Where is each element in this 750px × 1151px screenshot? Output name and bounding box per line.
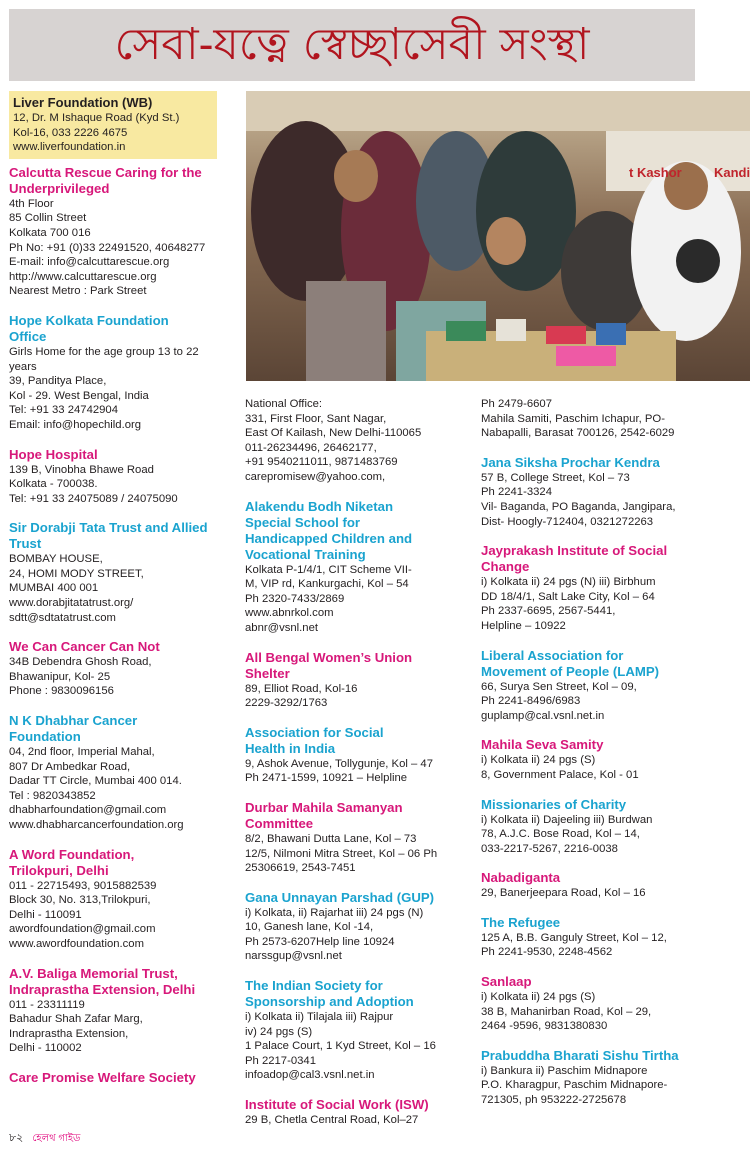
organization-detail: 34B Debendra Ghosh Road, — [9, 656, 152, 669]
organization-detail: Tel: +91 33 24742904 — [9, 404, 118, 417]
organization-name: Health in India — [245, 740, 336, 756]
organization-name: Calcutta Rescue Caring for the — [9, 164, 202, 180]
organization-detail: Kolkata P-1/4/1, CIT Scheme VII- — [245, 563, 412, 576]
organization-detail: 1 Palace Court, 1 Kyd Street, Kol – 16 — [245, 1040, 436, 1053]
organization-detail: Ph 2337-6695, 2567-5441, — [481, 605, 616, 618]
organization-entry — [245, 978, 467, 1083]
organization-entry — [245, 397, 467, 485]
organization-name: Sanlaap — [481, 974, 532, 990]
organization-detail: Nearest Metro : Park Street — [9, 285, 147, 298]
organization-detail: BOMBAY HOUSE, — [9, 553, 103, 566]
organization-detail: Dist- Hoogly-712404, 0321272263 — [481, 515, 654, 528]
col2-entries — [245, 397, 467, 1128]
organization-detail: Bahadur Shah Zafar Marg, — [9, 1013, 143, 1026]
organization-name: Jayprakash Institute of Social — [481, 543, 668, 559]
organization-detail: Block 30, No. 313,Trilokpuri, — [9, 894, 151, 907]
organization-detail: 39, Panditya Place, — [9, 375, 107, 388]
organization-detail: Tel: +91 33 24075089 / 24075090 — [9, 492, 178, 505]
organization-name: Movement of People (LAMP) — [481, 663, 660, 679]
organization-detail: i) Kolkata ii) 24 pgs (N) iii) Birbhum — [481, 576, 656, 589]
page-footer — [9, 1129, 80, 1148]
organization-detail: i) Kolkata ii) 24 pgs (S) — [481, 754, 596, 767]
organization-entry — [9, 639, 231, 699]
organization-detail: E-mail: info@calcuttarescue.org — [9, 256, 170, 269]
organization-name: Underprivileged — [9, 180, 110, 196]
organization-detail: National Office: — [245, 398, 323, 410]
organization-detail: Ph 2241-8496/6983 — [481, 695, 581, 708]
organization-detail: 9, Ashok Avenue, Tollygunje, Kol – 47 — [245, 757, 434, 770]
organization-detail: East Of Kailash, New Delhi-110065 — [245, 427, 422, 440]
organization-entry — [245, 650, 467, 711]
organization-entry — [481, 915, 743, 960]
organization-detail: 331, First Floor, Sant Nagar, — [245, 412, 387, 425]
highlight-line: Kol-16, 033 2226 4675 — [13, 126, 128, 139]
organization-detail: Delhi - 110002 — [9, 1042, 82, 1055]
organization-name: Committee — [245, 815, 314, 831]
organization-name: Trust — [9, 536, 42, 552]
organization-detail: Helpline – 10922 — [481, 619, 566, 632]
organization-detail: www.dorabjitatatrust.org/ — [9, 597, 134, 610]
organization-detail: 8, Government Palace, Kol - 01 — [481, 768, 639, 781]
organization-detail: 807 Dr Ambedkar Road, — [9, 760, 131, 773]
organization-detail: Ph 2320-7433/2869 — [245, 592, 345, 605]
organization-detail: 29, Banerjeepara Road, Kol – 16 — [481, 887, 646, 900]
organization-entry — [481, 648, 743, 724]
organization-detail: Girls Home for the age group 13 to 22 — [9, 345, 199, 358]
organization-detail: Email: info@hopechild.org — [9, 418, 142, 431]
organization-entry — [245, 800, 467, 876]
organization-name: Alakendu Bodh Niketan — [245, 498, 394, 514]
organization-name: Shelter — [245, 665, 290, 681]
organization-detail: 10, Ganesh lane, Kol -14, — [245, 921, 374, 934]
organization-name: Prabuddha Bharati Sishu Tirtha — [481, 1047, 679, 1063]
organization-entry — [9, 713, 231, 833]
highlight-name: Liver Foundation (WB) — [13, 95, 153, 110]
organization-detail: 011 - 22715493, 9015882539 — [9, 879, 157, 892]
organization-detail: www.abnrkol.com — [245, 607, 334, 620]
organization-detail: i) Kolkata ii) Dajeeling iii) Burdwan — [481, 813, 653, 826]
column-1 — [9, 91, 231, 1099]
organization-detail: 2464 -9596, 9831380830 — [481, 1020, 608, 1033]
organization-detail: 12/5, Nilmoni Mitra Street, Kol – 06 Ph — [245, 847, 438, 860]
organization-name: Liberal Association for — [481, 647, 624, 663]
col1-entries — [9, 165, 231, 1085]
organization-detail: dhabharfoundation@gmail.com — [9, 804, 167, 817]
organization-detail: 04, 2nd floor, Imperial Mahal, — [9, 746, 155, 759]
organization-detail: abnr@vsnl.net — [245, 621, 319, 634]
organization-name: Jana Siksha Prochar Kendra — [481, 454, 660, 470]
organization-detail: 38 B, Mahanirban Road, Kol – 29, — [481, 1005, 652, 1018]
organization-detail: Mahila Samiti, Paschim Ichapur, PO- — [481, 412, 665, 425]
organization-detail: 29 B, Chetla Central Road, Kol–27 — [245, 1114, 419, 1127]
organization-detail: +91 9540211011, 9871483769 — [245, 456, 398, 469]
footer-label: হেলথ গাইড — [32, 1133, 81, 1144]
organization-detail: iv) 24 pgs (S) — [245, 1025, 313, 1038]
organization-detail: 78, A.J.C. Bose Road, Kol – 14, — [481, 828, 640, 841]
organization-detail: 033-2217-5267, 2216-0038 — [481, 842, 618, 855]
organization-entry — [481, 737, 743, 782]
organization-detail: 89, Elliot Road, Kol-16 — [245, 682, 358, 695]
organization-detail: Phone : 9830096156 — [9, 685, 114, 698]
organization-detail: 25306619, 2543-7451 — [245, 862, 356, 875]
organization-entry — [481, 455, 743, 529]
organization-detail: i) Kolkata ii) 24 pgs (S) — [481, 991, 596, 1004]
organization-detail: narssgup@vsnl.net — [245, 950, 342, 963]
organization-name: Foundation — [9, 729, 81, 745]
volunteers-photo — [246, 91, 750, 381]
organization-entry — [481, 797, 743, 857]
organization-detail: MUMBAI 400 001 — [9, 582, 99, 595]
organization-name: Vocational Training — [245, 546, 366, 562]
organization-name: Sponsorship and Adoption — [245, 994, 414, 1010]
highlight-box — [9, 91, 217, 159]
organization-detail: http://www.calcuttarescue.org — [9, 270, 157, 283]
organization-detail: Nabapalli, Barasat 700126, 2542-6029 — [481, 427, 675, 440]
organization-detail: 011 - 23311119 — [9, 998, 85, 1011]
title-banner — [9, 9, 695, 81]
organization-detail: Ph No: +91 (0)33 22491520, 40648277 — [9, 241, 206, 254]
organization-detail: 57 B, College Street, Kol – 73 — [481, 471, 630, 484]
photo-illustration — [246, 91, 750, 381]
organization-name: The Indian Society for — [245, 978, 383, 994]
organization-detail: awordfoundation@gmail.com — [9, 923, 156, 936]
page-number: ৮২ — [9, 1131, 24, 1144]
organization-entry — [481, 1048, 743, 1108]
organization-detail: Ph 2479-6607 — [481, 398, 552, 410]
organization-detail: M, VIP rd, Kankurgachi, Kol – 54 — [245, 578, 409, 591]
organization-entry — [9, 447, 231, 507]
organization-detail: DD 18/4/1, Salt Lake City, Kol – 64 — [481, 590, 655, 603]
highlight-line: www.liverfoundation.in — [13, 141, 126, 154]
organization-detail: Bhawanipur, Kol- 25 — [9, 670, 111, 683]
col3-entries — [481, 397, 743, 1108]
organization-detail: www.dhabharcancerfoundation.org — [9, 819, 184, 831]
organization-name: Durbar Mahila Samanyan — [245, 799, 403, 815]
organization-name: Special School for — [245, 514, 361, 530]
organization-detail: 721305, ph 953222-2725678 — [481, 1094, 627, 1107]
organization-detail: Ph 2241-9530, 2248-4562 — [481, 946, 613, 959]
organization-entry — [481, 397, 743, 441]
organization-detail: 125 A, B.B. Ganguly Street, Kol – 12, — [481, 931, 667, 944]
organization-detail: Dadar TT Circle, Mumbai 400 014. — [9, 775, 182, 788]
organization-name: Institute of Social Work (ISW) — [245, 1097, 429, 1113]
organization-detail: Vil- Baganda, PO Baganda, Jangipara, — [481, 500, 676, 513]
organization-detail: Tel : 9820343852 — [9, 789, 96, 802]
organization-entry — [245, 725, 467, 786]
organization-detail: P.O. Kharagpur, Paschim Midnapore- — [481, 1079, 668, 1092]
organization-detail: 139 B, Vinobha Bhawe Road — [9, 463, 154, 476]
organization-detail: i) Kolkata ii) Tilajala iii) Rajpur — [245, 1011, 394, 1024]
organization-entry — [245, 499, 467, 636]
highlight-line: 12, Dr. M Ishaque Road (Kyd St.) — [13, 112, 180, 124]
organization-detail: Ph 2573-6207Help line 10924 — [245, 935, 395, 948]
organization-detail: years — [9, 360, 37, 373]
organization-detail: Ph 2217-0341 — [245, 1054, 316, 1067]
organization-name: Sir Dorabji Tata Trust and Allied — [9, 520, 208, 536]
organization-detail: i) Kolkata, ii) Rajarhat iii) 24 pgs (N) — [245, 906, 424, 919]
organization-entry — [245, 1097, 467, 1128]
organization-name: Hope Hospital — [9, 446, 98, 462]
organization-name: Care Promise Welfare Society — [9, 1069, 196, 1085]
organization-entry — [481, 543, 743, 633]
organization-name: Gana Unnayan Parshad (GUP) — [245, 889, 435, 905]
organization-name: Nabadiganta — [481, 870, 561, 886]
photo-banner-text: t Kashor — [629, 165, 682, 180]
column-3 — [481, 397, 743, 1122]
organization-entry — [245, 890, 467, 964]
organization-detail: 85 Collin Street — [9, 212, 87, 225]
organization-name: Association for Social — [245, 724, 384, 740]
organization-name: Handicapped Children and — [245, 530, 413, 546]
page-title: সেবা-যত্নে স্বেচ্ছাসেবী সংস্থা — [114, 19, 590, 70]
organization-detail: Ph 2241-3324 — [481, 486, 552, 499]
organization-name: A.V. Baliga Memorial Trust, — [9, 965, 178, 981]
organization-detail: Indraprastha Extension, — [9, 1027, 129, 1040]
organization-detail: 8/2, Bhawani Dutta Lane, Kol – 73 — [245, 832, 417, 845]
organization-entry — [9, 313, 231, 433]
organization-detail: 011-26234496, 26462177, — [245, 441, 377, 454]
photo-banner-text-2: Kandi — [714, 165, 750, 180]
organization-name: Missionaries of Charity — [481, 796, 627, 812]
organization-entry — [9, 1070, 231, 1085]
organization-name: Change — [481, 559, 530, 575]
organization-detail: Delhi - 110091 — [9, 908, 82, 921]
organization-name: Office — [9, 328, 47, 344]
organization-detail: 24, HOMI MODY STREET, — [9, 567, 144, 580]
organization-detail: sdtt@sdtatatrust.com — [9, 611, 116, 624]
organization-detail: infoadop@cal3.vsnl.net.in — [245, 1069, 375, 1082]
organization-detail: Kolkata - 700038. — [9, 478, 98, 491]
organization-name: Hope Kolkata Foundation — [9, 312, 169, 328]
organization-detail: 66, Surya Sen Street, Kol – 09, — [481, 680, 637, 693]
organization-entry — [481, 974, 743, 1034]
organization-detail: carepromisew@yahoo.com, — [245, 470, 386, 483]
organization-detail: guplamp@cal.vsnl.net.in — [481, 709, 605, 722]
organization-detail: Ph 2471-1599, 10921 – Helpline — [245, 772, 408, 785]
organization-entry — [9, 165, 231, 299]
column-2 — [245, 397, 467, 1142]
organization-name: All Bengal Women’s Union — [245, 649, 413, 665]
organization-name: Trilokpuri, Delhi — [9, 862, 109, 878]
organization-entry — [481, 870, 743, 901]
organization-entry — [9, 520, 231, 625]
organization-detail: 4th Floor — [9, 197, 54, 210]
organization-detail: Kolkata 700 016 — [9, 226, 91, 239]
organization-name: The Refugee — [481, 914, 561, 930]
organization-name: We Can Cancer Can Not — [9, 639, 160, 655]
organization-entry — [9, 966, 231, 1056]
organization-name: Mahila Seva Samity — [481, 737, 604, 753]
organization-detail: Kol - 29. West Bengal, India — [9, 389, 149, 402]
organization-detail: www.awordfoundation.com — [9, 937, 145, 950]
organization-detail: 2229-3292/1763 — [245, 697, 328, 710]
organization-name: A Word Foundation, — [9, 846, 135, 862]
organization-entry — [9, 847, 231, 952]
organization-name: Indraprastha Extension, Delhi — [9, 981, 196, 997]
organization-detail: i) Bankura ii) Paschim Midnapore — [481, 1064, 648, 1077]
organization-name: N K Dhabhar Cancer — [9, 713, 138, 729]
